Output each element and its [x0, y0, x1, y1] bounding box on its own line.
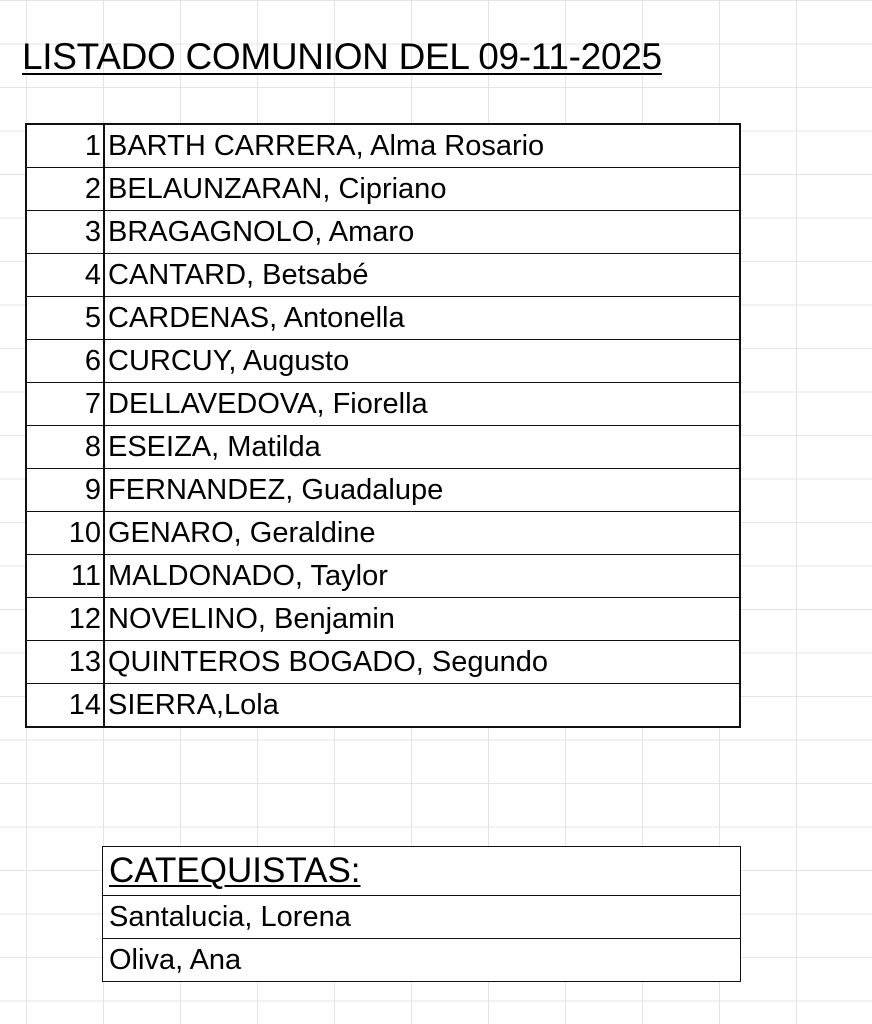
table-row — [26, 297, 740, 340]
page-title: LISTADO COMUNION DEL 09-11-2025 — [22, 36, 662, 77]
participant-name: NOVELINO, Benjamin — [104, 598, 740, 641]
catechists-table — [102, 846, 741, 982]
row-number: 4 — [26, 254, 104, 297]
participant-name: ESEIZA, Matilda — [104, 426, 740, 469]
table-row — [26, 426, 740, 469]
participant-name: CANTARD, Betsabé — [104, 254, 740, 297]
participant-name: CARDENAS, Antonella — [104, 297, 740, 340]
table-row — [103, 896, 741, 939]
table-row — [26, 383, 740, 426]
row-number: 2 — [26, 168, 104, 211]
table-row — [26, 555, 740, 598]
table-row — [26, 512, 740, 555]
table-row — [26, 469, 740, 512]
participant-name: CURCUY, Augusto — [104, 340, 740, 383]
row-number: 1 — [26, 124, 104, 168]
row-number: 3 — [26, 211, 104, 254]
row-number: 10 — [26, 512, 104, 555]
participant-name: GENARO, Geraldine — [104, 512, 740, 555]
communion-roster-table — [25, 123, 741, 728]
table-row — [26, 340, 740, 383]
table-row — [26, 641, 740, 684]
row-number: 12 — [26, 598, 104, 641]
participant-name: MALDONADO, Taylor — [104, 555, 740, 598]
table-row — [26, 684, 740, 728]
row-number: 11 — [26, 555, 104, 598]
participant-name: BELAUNZARAN, Cipriano — [104, 168, 740, 211]
row-number: 13 — [26, 641, 104, 684]
catechists-heading: CATEQUISTAS: — [109, 851, 361, 890]
catechist-name: Santalucia, Lorena — [103, 896, 741, 939]
table-row — [26, 211, 740, 254]
row-number: 8 — [26, 426, 104, 469]
table-row — [26, 254, 740, 297]
table-row — [26, 124, 740, 168]
row-number: 6 — [26, 340, 104, 383]
row-number: 9 — [26, 469, 104, 512]
row-number: 5 — [26, 297, 104, 340]
participant-name: QUINTEROS BOGADO, Segundo — [104, 641, 740, 684]
row-number: 14 — [26, 684, 104, 728]
table-row — [26, 598, 740, 641]
catechist-name: Oliva, Ana — [103, 939, 741, 982]
table-row — [26, 168, 740, 211]
table-row — [103, 939, 741, 982]
participant-name: DELLAVEDOVA, Fiorella — [104, 383, 740, 426]
participant-name: BRAGAGNOLO, Amaro — [104, 211, 740, 254]
participant-name: SIERRA,Lola — [104, 684, 740, 728]
participant-name: BARTH CARRERA, Alma Rosario — [108, 130, 545, 162]
row-number: 7 — [26, 383, 104, 426]
participant-name: FERNANDEZ, Guadalupe — [104, 469, 740, 512]
catechists-heading-row — [103, 847, 741, 896]
